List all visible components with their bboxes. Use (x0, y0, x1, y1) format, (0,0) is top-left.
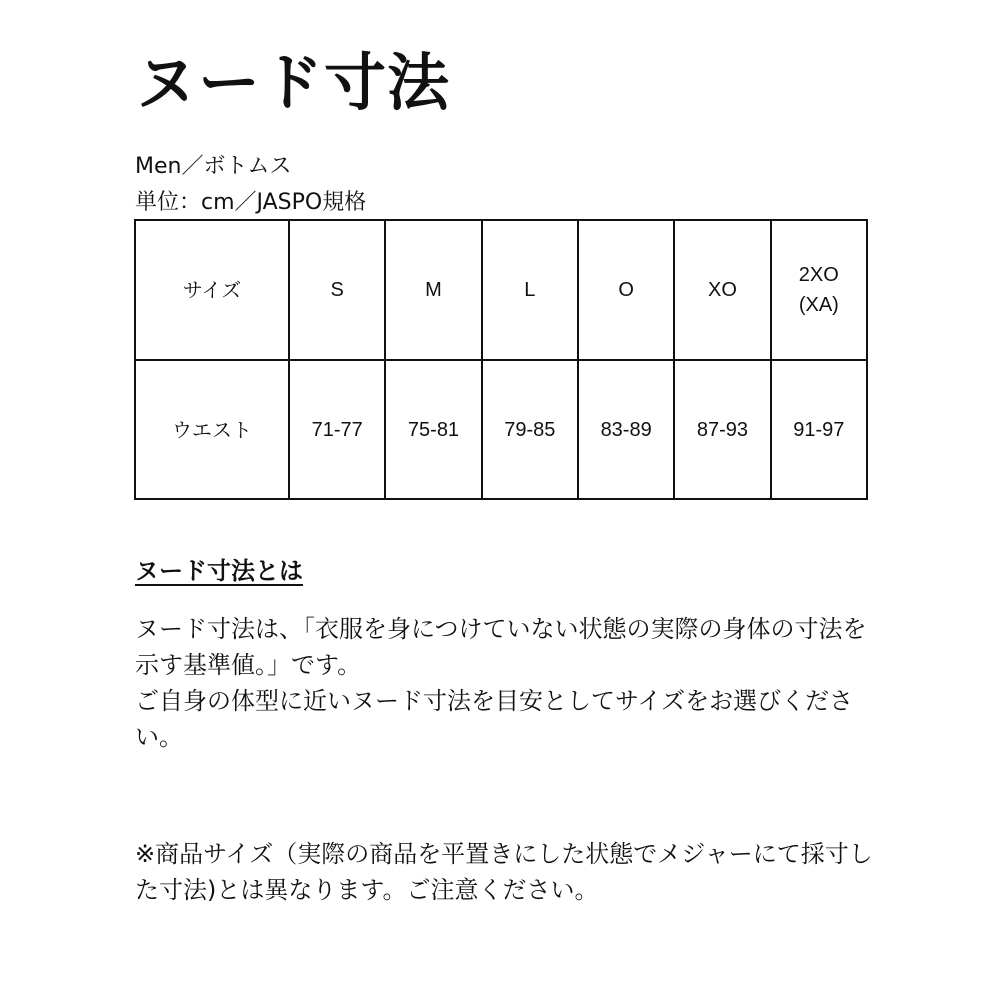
waist-value-s: 71-77 (289, 360, 385, 499)
size-cell-o: O (578, 220, 674, 360)
size-cell-2xo-line1: 2XO (798, 264, 839, 286)
description-paragraph-2: ご自身の体型に近いヌード寸法を目安としてサイズをお選びください。 (135, 687, 854, 751)
waist-value-2xo: 91-97 (771, 360, 867, 499)
waist-value-xo: 87-93 (674, 360, 770, 499)
note-text: ※商品サイズ（実際の商品を平置きにした状態でメジャーにて採寸した寸法)とは異なります。ご注意ください。 (135, 840, 873, 904)
waist-value-l: 79-85 (482, 360, 578, 499)
size-cell-l: L (482, 220, 578, 360)
size-cell-xo: XO (674, 220, 770, 360)
size-cell-2xo (771, 220, 867, 360)
section-heading: ヌード寸法とは (135, 557, 303, 585)
waist-row (135, 360, 867, 499)
page-title: ヌード寸法 (135, 46, 451, 119)
size-header-label: サイズ (135, 220, 289, 360)
size-header-row (135, 220, 867, 360)
size-table (134, 219, 868, 500)
size-cell-m: M (385, 220, 481, 360)
unit-label: 単位：cm／JASPO規格 (135, 190, 367, 215)
size-cell-2xo-line2: (XA) (798, 294, 839, 316)
waist-value-m: 75-81 (385, 360, 481, 499)
size-cell-s: S (289, 220, 385, 360)
category-label: Men／ボトムス (135, 154, 292, 179)
waist-row-label: ウエスト (135, 360, 289, 499)
waist-value-o: 83-89 (578, 360, 674, 499)
description-paragraph-1: ヌード寸法は、「衣服を身につけていない状態の実際の身体の寸法を示す基準値。」です。 (135, 615, 867, 679)
